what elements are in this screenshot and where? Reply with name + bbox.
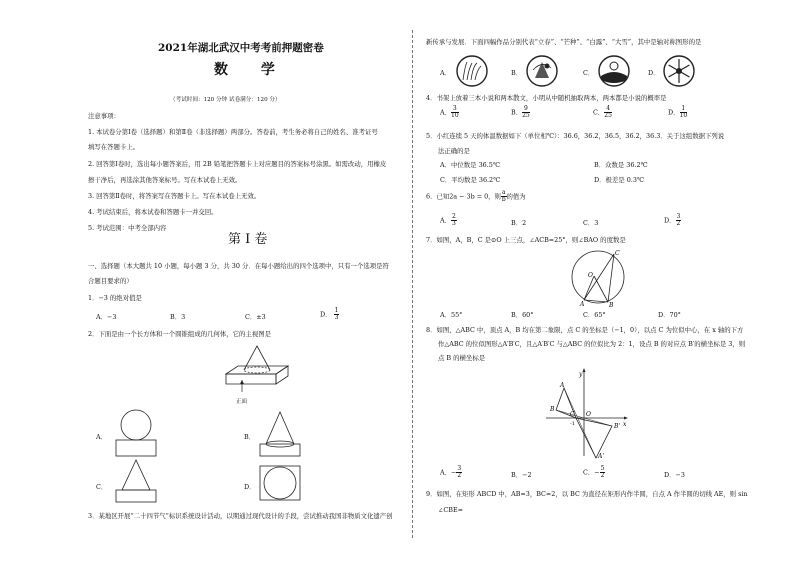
q7-label-b: B: [609, 302, 614, 309]
note-line-6: 4. 考试结束后，将本试卷和答题卡一并交回。: [88, 208, 218, 216]
q5-stem-2: 法正确的是: [438, 147, 470, 155]
q4-b-label: B．: [511, 108, 523, 117]
q2-option-b: B．: [244, 433, 256, 441]
q8-label-bprime: B': [614, 423, 621, 430]
q3-option-c-emblem: [597, 54, 631, 88]
q4-a-den: 10: [451, 112, 459, 119]
q8-a-fraction: [456, 466, 462, 479]
q4-c-num: 4: [606, 105, 611, 112]
q7-option-b: B．60°: [511, 311, 534, 319]
q2-option-b-figure: [258, 410, 302, 460]
q4-d-num: 1: [681, 105, 686, 112]
q3-stem: 3．某地区开展“二十四节气”标识系统设计活动，以期通过现代设计的手段，尝试推动我国非物质文化遗产创: [88, 512, 393, 520]
q6-a-num: 2: [452, 213, 456, 220]
q8-label-a: A: [560, 382, 565, 389]
q5-option-c: C．平均数是 36.2℃: [440, 176, 501, 184]
q8-c-den: 2: [600, 472, 605, 479]
q4-d-den: 10: [679, 112, 688, 119]
q8-label-b: B: [550, 406, 555, 413]
q4-option-c: [593, 106, 612, 119]
q3-option-c: C．: [583, 69, 595, 77]
q6-frac-den: b: [501, 196, 506, 203]
q4-a-fraction: [451, 106, 459, 119]
q4-a-label: A．: [440, 108, 452, 117]
q7-option-d: D．70°: [658, 311, 681, 319]
q6-option-b: B．2: [511, 219, 527, 227]
q5-option-a: A．中位数是 36.5℃: [440, 161, 500, 169]
notes-heading: 注意事项：: [88, 112, 120, 120]
q7-label-c: C: [615, 250, 620, 257]
q4-b-fraction: [522, 106, 530, 119]
q6-option-d: [664, 214, 681, 227]
q8-coordinate-figure: [540, 366, 630, 460]
q8-label-aprime: A': [598, 453, 604, 460]
q8-c-label: C．−: [583, 468, 600, 477]
q8-a-num: 3: [457, 465, 462, 472]
q8-c-fraction: [600, 466, 606, 479]
q7-stem: 7．如图，A，B，C 是⊙O 上三点，∠ACB=25°，则∠BAO 的度数是: [426, 236, 626, 244]
q6-d-num: 3: [676, 213, 681, 220]
q8-a-den: 2: [457, 472, 462, 479]
note-line-1: 1. 本试卷分第Ⅰ卷（选择题）和第Ⅱ卷（非选择题）两部分。答卷前，考生务必将自己的姓名、准考证号: [88, 128, 378, 136]
q4-c-fraction: [604, 106, 612, 119]
q8-option-b: B．−2: [511, 471, 532, 479]
q8-a-label: A．−: [440, 468, 457, 477]
note-line-7: 5. 考试范围：中考全部内容: [88, 224, 167, 232]
instruction-line-2: 合题目要求的）: [88, 277, 133, 285]
q8-label-y: y: [579, 371, 583, 378]
q2-option-d: D．: [244, 483, 256, 491]
q6-stem-text: 6．已知2a − 3b = 0，则: [426, 192, 501, 201]
q3-stem-continued: 新传承与发展．下面四幅作品分别代表“立春”、“芒种”、“白露”、“大雪”，其中是轴对称图形的是: [426, 38, 702, 46]
q3-option-b: B．: [511, 69, 523, 77]
q8-option-d: D．−3: [664, 471, 685, 479]
q4-stem: 4．书架上放着三本小说和两本散文，小明从中随机抽取两本，两本都是小说的概率是: [426, 94, 667, 102]
q9-stem-2: ∠CBE=: [438, 506, 463, 514]
q4-option-d: [668, 106, 687, 119]
q4-c-label: C．: [593, 108, 605, 117]
note-line-4: 擦干净后，再选涂其他答案标号。写在本试卷上无效。: [88, 176, 242, 184]
q7-label-o: O: [588, 272, 593, 279]
q2-option-a-figure: [114, 408, 158, 460]
q6-option-c: C．3: [583, 219, 599, 227]
q4-d-fraction: [680, 106, 688, 119]
q7-circle-figure: [568, 246, 628, 308]
q8-stem-3: 点 B 的横坐标是: [438, 354, 486, 362]
time-info: （考试时间：120 分钟 试卷满分：120 分）: [170, 97, 281, 103]
q2-option-c-figure: [114, 458, 158, 504]
q4-a-num: 3: [452, 105, 457, 112]
q5-option-d: D．极差是 0.3℃: [594, 176, 645, 184]
q6-a-den: 3: [452, 220, 456, 227]
q6-d-label: D．: [664, 216, 676, 225]
q1-option-a: A．−3: [96, 313, 117, 321]
note-line-3: 2. 回答第Ⅰ卷时，选出每小题答案后，用 2B 铅笔把答题卡上对应题目的答案标号涂黑。如需改动，用橡皮: [88, 160, 387, 168]
q1-stem: 1．−3 的绝对值是: [88, 294, 142, 302]
q8-c-num: 5: [600, 465, 605, 472]
q6-a-label: A．: [440, 216, 452, 225]
q1-d-den: 3: [334, 314, 339, 321]
column-divider: [412, 30, 413, 538]
q3-option-d: D．: [648, 69, 660, 77]
q4-b-den: 25: [522, 112, 530, 119]
q2-option-c: C．: [96, 483, 108, 491]
q6-a-fraction: [451, 214, 457, 227]
q6-d-fraction: [676, 214, 682, 227]
q4-option-a: [440, 106, 459, 119]
q5-stem-1: 5．小红连续 5 天的体温数据如下（单位相℃）：36.6，36.2，36.5，36.2，36.3．关于这组数据下列说: [426, 132, 725, 140]
q2-option-d-figure: [258, 464, 302, 504]
q6-stem-tail: 的值为: [506, 192, 526, 201]
q8-label-c: C: [570, 411, 575, 418]
exam-title: 2021年湖北武汉中考考前押题密卷: [158, 42, 324, 54]
q8-option-a: [440, 466, 462, 479]
q7-option-c: C．65°: [583, 311, 606, 319]
q2-option-a: A．: [96, 433, 108, 441]
q1-d-num: 1: [334, 307, 339, 314]
note-line-2: 填写在答题卡上。: [88, 143, 140, 151]
q1-option-d: [320, 308, 339, 321]
q2-stem: 2．下面是由一个长方体和一个圆锥组成的几何体，它的主视图是: [88, 330, 272, 338]
q4-d-label: D．: [668, 108, 680, 117]
q7-label-a: A: [580, 301, 585, 308]
q3-option-b-emblem: [525, 54, 559, 88]
section-title: 第 Ⅰ 卷: [228, 232, 268, 247]
q1-option-b: B．3: [170, 313, 186, 321]
q3-option-a-emblem: [455, 54, 489, 88]
q4-b-num: 9: [524, 105, 528, 112]
q4-option-b: [511, 106, 530, 119]
q6-option-a: [440, 214, 457, 227]
q8-stem-1: 8．如图，△ABC 中，顶点 A，B 均在第二象限，点 C 的坐标是（−1，0），以点 C 为位似中心，在 x 轴的下方: [426, 326, 744, 334]
q4-c-den: 25: [604, 112, 612, 119]
q6-frac-num: a: [501, 189, 506, 196]
subject-title: 数 学: [214, 62, 289, 78]
q5-option-b: B．众数是 36.2℃: [594, 161, 648, 169]
q3-option-d-emblem: [662, 54, 696, 88]
q1-option-d-fraction: [334, 308, 340, 321]
note-line-5: 3. 回答第Ⅱ卷时，将答案写在答题卡上。写在本试卷上无效。: [88, 192, 261, 200]
q9-stem-1: 9．如图，在矩形 ABCD 中，AB=3，BC=2，以 BC 为直径在矩形内作半圆，自点 A 作半圆的切线 AE，则 sin: [426, 490, 748, 498]
q1-option-c: C．±3: [245, 313, 266, 321]
q6-stem: [426, 190, 526, 203]
q8-label-x: x: [623, 421, 627, 428]
q2-solid-figure: [222, 344, 292, 400]
q7-option-a: A．55°: [440, 311, 463, 319]
instruction-line-1: 一、选择题（本大题共 10 小题，每小题 3 分，共 30 分．在每小题给出的四个选项中，只有一个选项是符: [88, 262, 389, 270]
q8-stem-2: 作△ABC 的位似图形△A′B′C，且△A′B′C 与△ABC 的位似比为 2：1，设点 B 的对应点 B′的横坐标是 3，则: [438, 340, 746, 348]
q1-option-d-label: D．: [320, 310, 332, 319]
q3-option-a: A．: [440, 69, 452, 77]
q8-option-c: [583, 466, 605, 479]
q8-label-o: O: [586, 411, 591, 418]
q2-front-label: 正面: [236, 399, 248, 405]
q6-d-den: 2: [676, 220, 681, 227]
q8-label-neg1: -1: [570, 421, 575, 427]
